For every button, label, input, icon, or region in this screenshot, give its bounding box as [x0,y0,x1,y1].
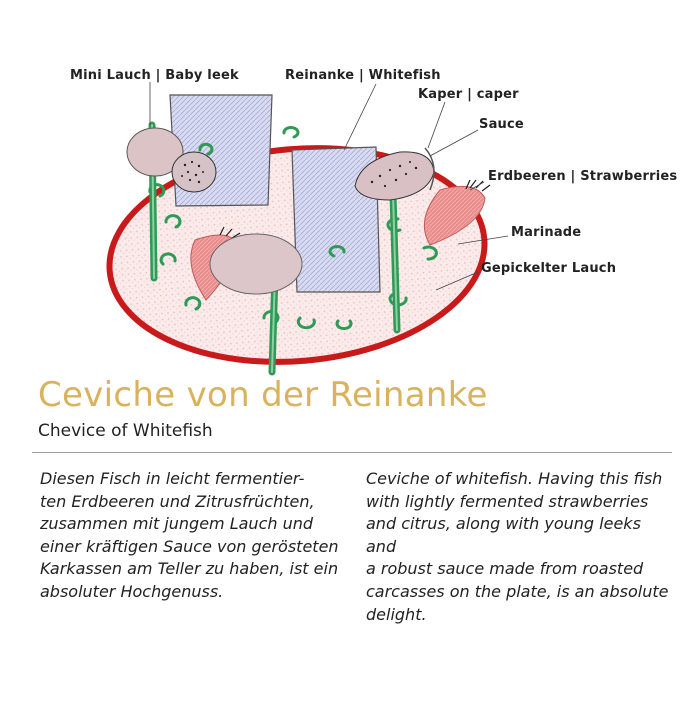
dish-title: Ceviche von der Reinanke [38,375,488,415]
label-whitefish: Reinanke | Whitefish [285,68,441,83]
label-sauce: Sauce [479,117,524,132]
description-german: Diesen Fisch in leicht fermentier- ten Erdbeeren und Zitrusfrüchten, zusammen mit jungem Lauch und einer kräftigen Sauce von gerösteten Karkassen am Teller zu haben, ist ein absoluter Hochgenuss. [40,469,339,601]
divider [32,452,672,453]
description-english: Ceviche of whitefish. Having this fish with lightly fermented strawberries and citrus, along with young leeks and a robust sauce made from roasted carcasses on the plate, is an absolute delight. [366,469,669,624]
label-caper: Kaper | caper [418,87,519,102]
label-marinade: Marinade [511,225,582,240]
label-baby-leek: Mini Lauch | Baby leek [70,68,239,83]
dish-subtitle: Chevice of Whitefish [38,421,213,441]
label-strawberries: Erdbeeren | Strawberries [488,169,678,184]
label-pickled-leek: Gepickelter Lauch [481,261,617,276]
